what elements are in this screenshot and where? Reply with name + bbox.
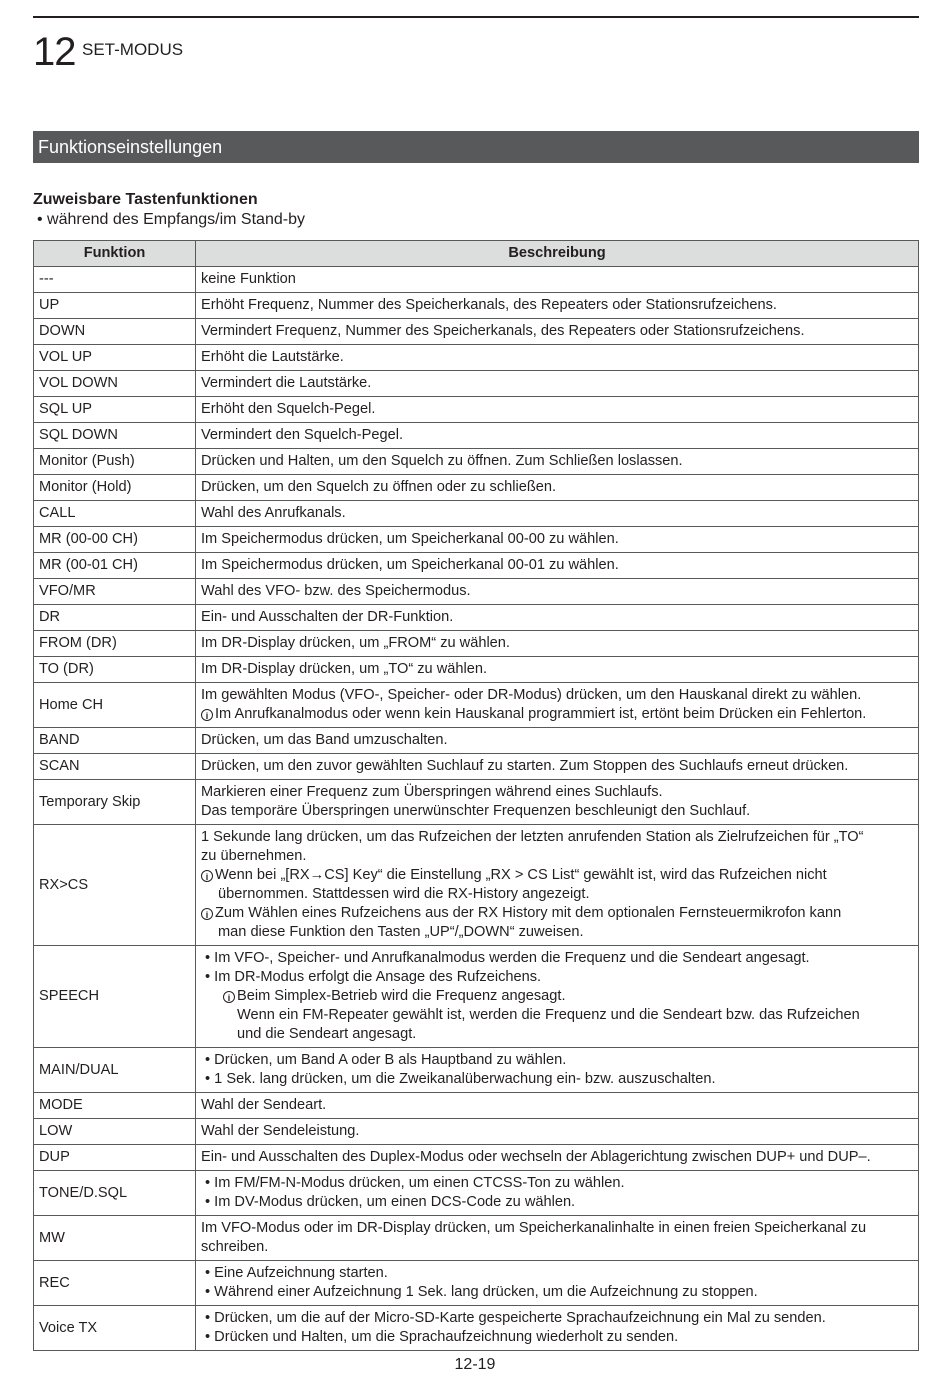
function-cell: CALL [34,501,196,527]
description-line [201,1238,914,1257]
description-cell [196,946,919,1048]
description-cell [196,475,919,501]
description-text: Im DR-Display drücken, um „FROM“ zu wählen. [201,635,510,651]
function-cell: Monitor (Push) [34,449,196,475]
function-cell: --- [34,267,196,293]
description-text: Im gewählten Modus (VFO-, Speicher- oder DR-Modus) drücken, um den Hauskanal direkt zu wählen. [201,687,862,703]
table-row [34,501,919,527]
function-cell: VOL UP [34,345,196,371]
table-body [34,267,919,1351]
function-cell: TONE/D.SQL [34,1171,196,1216]
info-note-icon: i [201,908,213,920]
description-text: Vermindert den Squelch-Pegel. [201,427,404,443]
description-line [201,400,914,419]
description-text: Drücken und Halten, um den Squelch zu öffnen. Zum Schließen loslassen. [201,453,683,469]
description-text: • 1 Sek. lang drücken, um die Zweikanalüberwachung ein- bzw. auszuschalten. [205,1071,716,1087]
chapter-title: SET-MODUS [82,40,184,59]
description-line [201,1025,914,1044]
description-line [201,1328,914,1347]
table-row [34,657,919,683]
description-text: • Drücken, um Band A oder B als Hauptband zu wählen. [205,1052,567,1068]
description-line [201,504,914,523]
description-line [201,556,914,575]
description-cell [196,1093,919,1119]
description-cell [196,683,919,728]
table-row [34,293,919,319]
function-cell: UP [34,293,196,319]
description-line [201,731,914,750]
function-cell: MR (00-01 CH) [34,553,196,579]
table-row [34,475,919,501]
description-line [201,968,914,987]
table-row [34,267,919,293]
description-line [201,1051,914,1070]
description-text: • Im FM/FM-N-Modus drücken, um einen CTCSS-Ton zu wählen. [205,1175,625,1191]
description-cell [196,423,919,449]
function-cell: FROM (DR) [34,631,196,657]
description-cell [196,1306,919,1351]
function-cell: SQL UP [34,397,196,423]
description-text: 1 Sekunde lang drücken, um das Rufzeichen der letzten anrufenden Station als Zielrufzeichen für „TO“ [201,829,864,845]
description-cell [196,1216,919,1261]
function-cell: REC [34,1261,196,1306]
description-text: und die Sendeart angesagt. [237,1026,417,1042]
description-text: Im Anrufkanalmodus oder wenn kein Hauskanal programmiert ist, ertönt beim Drücken ein Fehlerton. [215,706,867,722]
table-row [34,1216,919,1261]
description-text: • Während einer Aufzeichnung 1 Sek. lang drücken, um die Aufzeichnung zu stoppen. [205,1284,758,1300]
table-row [34,825,919,946]
description-line [201,949,914,968]
function-cell: MODE [34,1093,196,1119]
table-row [34,449,919,475]
description-text: • Drücken und Halten, um die Sprachaufzeichnung wiederholt zu senden. [205,1329,679,1345]
table-row [34,423,919,449]
subsection-title: Zuweisbare Tastenfunktionen [33,191,258,208]
table-row [34,1171,919,1216]
description-text: Drücken, um das Band umzuschalten. [201,732,448,748]
subsection-condition: • während des Empfangs/im Stand-by [37,211,305,228]
function-cell: VFO/MR [34,579,196,605]
description-text: • Im DR-Modus erfolgt die Ansage des Rufzeichens. [205,969,542,985]
description-text: Zum Wählen eines Rufzeichens aus der RX History mit dem optionalen Fernsteuermikrofon kann [215,905,842,921]
description-line [201,904,914,923]
table-row [34,1306,919,1351]
description-cell [196,605,919,631]
description-text: Wenn ein FM-Repeater gewählt ist, werden die Frequenz und die Sendeart bzw. das Rufzeichen [237,1007,860,1023]
description-line [201,802,914,821]
function-cell: RX>CS [34,825,196,946]
description-cell [196,371,919,397]
description-cell [196,553,919,579]
table-row [34,1093,919,1119]
description-text: • Im DV-Modus drücken, um einen DCS-Code zu wählen. [205,1194,576,1210]
table-row [34,1119,919,1145]
description-line [201,426,914,445]
description-line [201,660,914,679]
description-line [201,923,914,942]
table-row [34,371,919,397]
function-cell: SQL DOWN [34,423,196,449]
description-line [201,270,914,289]
description-line [201,987,914,1006]
function-cell: TO (DR) [34,657,196,683]
function-cell: DUP [34,1145,196,1171]
function-cell: Home CH [34,683,196,728]
description-cell [196,579,919,605]
table-row [34,728,919,754]
table-row [34,319,919,345]
description-text: • Drücken, um die auf der Micro-SD-Karte gespeicherte Sprachaufzeichnung ein Mal zu senden. [205,1310,826,1326]
description-text: Wahl des VFO- bzw. des Speichermodus. [201,583,471,599]
table-row [34,345,919,371]
description-line [201,478,914,497]
table-header-row [34,241,919,267]
description-cell [196,267,919,293]
description-text: Wenn bei „[RX→CS] Key“ die Einstellung „RX > CS List“ gewählt ist, wird das Rufzeichen nicht [215,867,827,883]
description-text: zu übernehmen. [201,848,307,864]
function-cell: SCAN [34,754,196,780]
description-text: man diese Funktion den Tasten „UP“/„DOWN“ zuweisen. [218,924,584,940]
description-line [201,348,914,367]
description-text: Erhöht Frequenz, Nummer des Speicherkanals, des Repeaters oder Stationsrufzeichens. [201,297,777,313]
description-cell [196,728,919,754]
description-text: Wahl der Sendeleistung. [201,1123,360,1139]
description-line [201,1070,914,1089]
table-row [34,553,919,579]
table-row [34,780,919,825]
description-text: Drücken, um den zuvor gewählten Suchlauf zu starten. Zum Stoppen des Suchlaufs erneut drücken. [201,758,849,774]
table-row [34,631,919,657]
function-cell: LOW [34,1119,196,1145]
chapter-number: 12 [33,30,76,74]
description-cell [196,293,919,319]
section-title: Funktionseinstellungen [33,131,919,163]
description-line [201,1174,914,1193]
info-note-icon: i [223,991,235,1003]
description-line [201,634,914,653]
info-note-icon: i [201,870,213,882]
page-number: 12-19 [454,1356,496,1373]
top-rule [33,16,919,18]
description-cell [196,319,919,345]
description-cell [196,449,919,475]
table-row [34,754,919,780]
column-header-description: Beschreibung [196,241,919,267]
description-line [201,1309,914,1328]
description-line [201,322,914,341]
description-text: Im Speichermodus drücken, um Speicherkanal 00-01 zu wählen. [201,557,619,573]
description-line [201,452,914,471]
table-row [34,579,919,605]
description-cell [196,501,919,527]
description-line [201,1193,914,1212]
table-row [34,946,919,1048]
description-text: Erhöht die Lautstärke. [201,349,344,365]
column-header-function: Funktion [34,241,196,267]
description-line [201,757,914,776]
description-cell [196,1171,919,1216]
description-cell [196,825,919,946]
description-line [201,1096,914,1115]
description-text: übernommen. Stattdessen wird die RX-History angezeigt. [218,886,590,902]
description-text: Ein- und Ausschalten der DR-Funktion. [201,609,454,625]
description-text: Vermindert Frequenz, Nummer des Speicherkanals, des Repeaters oder Stationsrufzeichens. [201,323,805,339]
description-cell [196,1261,919,1306]
info-note-icon: i [201,709,213,721]
description-line [201,1148,914,1167]
function-cell: Temporary Skip [34,780,196,825]
table-row [34,683,919,728]
function-cell: VOL DOWN [34,371,196,397]
description-line [201,866,914,885]
description-text: Erhöht den Squelch-Pegel. [201,401,376,417]
description-cell [196,1145,919,1171]
function-cell: MR (00-00 CH) [34,527,196,553]
description-text: • Im VFO-, Speicher- und Anrufkanalmodus werden die Frequenz und die Sendeart angesagt. [205,950,810,966]
description-line [201,1264,914,1283]
description-line [201,608,914,627]
function-cell: DOWN [34,319,196,345]
description-cell [196,527,919,553]
description-line [201,374,914,393]
table-row [34,397,919,423]
description-text: Wahl des Anrufkanals. [201,505,346,521]
table-row [34,605,919,631]
description-line [201,1006,914,1025]
description-line [201,530,914,549]
description-text: Das temporäre Überspringen unerwünschter Frequenzen beschleunigt den Suchlauf. [201,803,751,819]
description-text: Beim Simplex-Betrieb wird die Frequenz angesagt. [237,988,566,1004]
description-text: Vermindert die Lautstärke. [201,375,372,391]
description-line [201,582,914,601]
function-cell: SPEECH [34,946,196,1048]
function-cell: BAND [34,728,196,754]
description-line [201,885,914,904]
description-cell [196,657,919,683]
table-row [34,1261,919,1306]
description-cell [196,1048,919,1093]
description-line [201,296,914,315]
description-cell [196,397,919,423]
description-cell [196,780,919,825]
description-line [201,847,914,866]
description-line [201,783,914,802]
function-cell: Voice TX [34,1306,196,1351]
table-row [34,527,919,553]
function-cell: MAIN/DUAL [34,1048,196,1093]
description-text: Ein- und Ausschalten des Duplex-Modus oder wechseln der Ablagerichtung zwischen DUP+ und DUP–. [201,1149,871,1165]
function-cell: MW [34,1216,196,1261]
description-line [201,1219,914,1238]
description-cell [196,1119,919,1145]
function-cell: Monitor (Hold) [34,475,196,501]
table-row [34,1145,919,1171]
description-text: Drücken, um den Squelch zu öffnen oder zu schließen. [201,479,557,495]
description-text: Im Speichermodus drücken, um Speicherkanal 00-00 zu wählen. [201,531,619,547]
description-cell [196,345,919,371]
function-cell: DR [34,605,196,631]
description-text: keine Funktion [201,271,296,287]
description-line [201,1122,914,1141]
description-text: Markieren einer Frequenz zum Überspringen während eines Suchlaufs. [201,784,663,800]
table-row [34,1048,919,1093]
description-line [201,1283,914,1302]
function-table [33,240,919,1351]
description-text: schreiben. [201,1239,269,1255]
description-line [201,828,914,847]
description-text: Im VFO-Modus oder im DR-Display drücken, um Speicherkanalinhalte in einen freien Speicherkanal zu [201,1220,867,1236]
description-text: Im DR-Display drücken, um „TO“ zu wählen. [201,661,488,677]
description-cell [196,754,919,780]
description-text: Wahl der Sendeart. [201,1097,327,1113]
description-text: • Eine Aufzeichnung starten. [205,1265,388,1281]
description-line [201,686,914,705]
description-cell [196,631,919,657]
description-line [201,705,914,724]
